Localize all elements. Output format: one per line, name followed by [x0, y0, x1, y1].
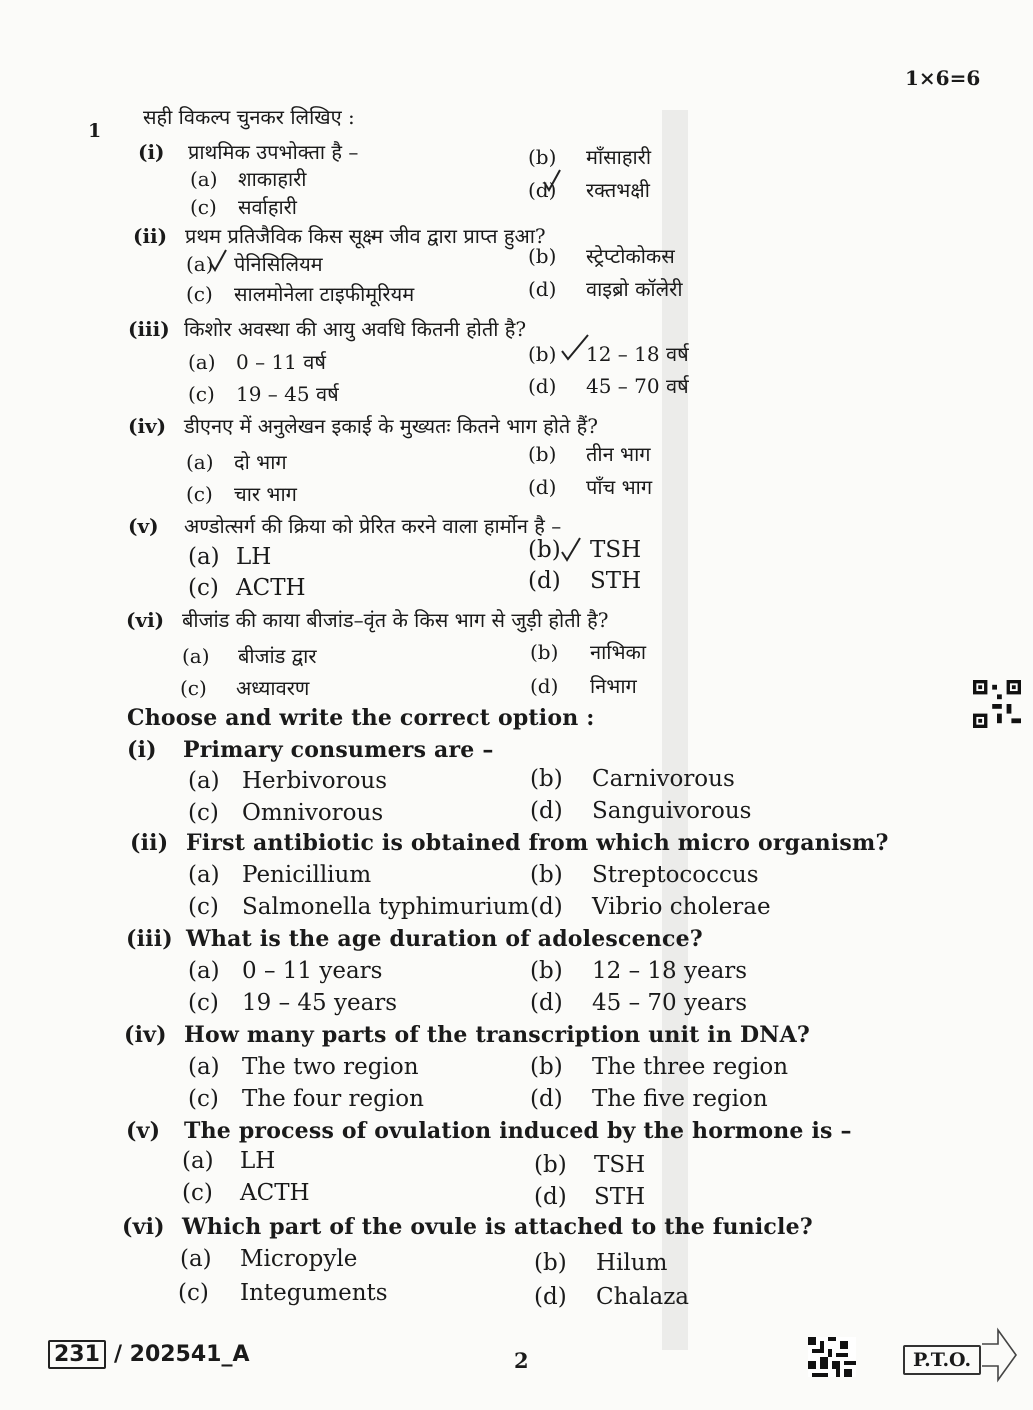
option-c: (c) अध्यावरण	[180, 676, 310, 700]
option-d: (d) The five region	[530, 1086, 768, 1112]
option-c: (c) Integuments	[178, 1280, 388, 1306]
option-b: (b) Streptococcus	[530, 862, 759, 888]
option-d: (d) निभाग	[530, 674, 637, 698]
english-question	[127, 737, 494, 763]
option-a: (a) 0 – 11 वर्ष	[188, 350, 326, 374]
hindi-question	[128, 512, 561, 539]
option-a: (a) LH	[182, 1148, 276, 1174]
footer-code	[48, 1340, 250, 1369]
question-text: The process of ovulation induced by the hormone is –	[184, 1118, 852, 1144]
english-question	[122, 1214, 813, 1240]
option-c: (c) 19 – 45 years	[188, 990, 398, 1016]
hindi-question	[128, 315, 526, 342]
option-b: (b) 12 – 18 वर्ष	[528, 342, 689, 366]
question-roman: (vi)	[126, 608, 165, 632]
hindi-question	[126, 606, 608, 633]
option-a: (a) पेनिसिलियम	[186, 252, 323, 276]
english-question	[124, 1022, 810, 1048]
option-c: (c) सालमोनेला टाइफीमूरियम	[186, 282, 415, 306]
option-b: (b) नाभिका	[530, 640, 647, 664]
option-a: (a) LH	[188, 544, 272, 570]
option-d: (d) रक्तभक्षी	[528, 178, 650, 202]
english-question	[126, 926, 703, 952]
question-roman: (ii)	[130, 830, 169, 856]
pto-label: P.T.O.	[903, 1345, 981, 1375]
question-roman: (v)	[128, 514, 159, 538]
option-c: (c) चार भाग	[186, 482, 297, 506]
option-d: (d) Vibrio cholerae	[530, 894, 771, 920]
option-c: (c) Salmonella typhimurium	[188, 894, 530, 920]
tick-mark-icon	[560, 536, 582, 564]
marks-allocation: 1×6=6	[905, 66, 981, 90]
question-text: अण्डोत्सर्ग की क्रिया को प्रेरित करने वाला हार्मोन है –	[184, 514, 562, 538]
question-text: How many parts of the transcription unit in DNA?	[184, 1022, 810, 1048]
english-instruction: Choose and write the correct option :	[127, 705, 595, 731]
question-text: किशोर अवस्था की आयु अवधि कितनी होती है?	[184, 317, 527, 341]
option-b: (b) Hilum	[534, 1250, 668, 1276]
hindi-question	[138, 138, 358, 165]
option-a: (a) Herbivorous	[188, 768, 388, 794]
question-text: First antibiotic is obtained from which micro organism?	[186, 830, 889, 856]
option-c: (c) 19 – 45 वर्ष	[188, 382, 339, 406]
option-b: (b) 12 – 18 years	[530, 958, 748, 984]
option-d: (d) 45 – 70 years	[530, 990, 748, 1016]
option-a: (a) Micropyle	[180, 1246, 358, 1272]
hindi-question	[133, 222, 546, 249]
question-roman: (iv)	[124, 1022, 167, 1048]
english-question	[126, 1118, 852, 1144]
question-text: प्रथम प्रतिजैविक किस सूक्ष्म जीव द्वारा प्राप्त हुआ?	[185, 224, 546, 248]
option-c: (c) The four region	[188, 1086, 424, 1112]
question-text: Primary consumers are –	[183, 737, 494, 763]
option-b: (b) स्ट्रेप्टोकोकस	[528, 244, 675, 268]
option-b: (b) The three region	[530, 1054, 789, 1080]
question-text: What is the age duration of adolescence?	[186, 926, 703, 952]
question-roman: (vi)	[122, 1214, 165, 1240]
question-text: प्राथमिक उपभोक्ता है –	[188, 140, 359, 164]
option-a: (a) Penicillium	[188, 862, 372, 888]
question-roman: (iv)	[128, 414, 167, 438]
paper-code: / 202541_A	[113, 1342, 250, 1367]
question-roman: (iii)	[126, 926, 173, 952]
option-b: (b) Carnivorous	[530, 766, 735, 792]
question-text: Which part of the ovule is attached to the funicle?	[182, 1214, 813, 1240]
hindi-question	[128, 412, 598, 439]
option-d: (d) पाँच भाग	[528, 475, 653, 499]
option-a: (a) 0 – 11 years	[188, 958, 383, 984]
question-roman: (i)	[127, 737, 157, 763]
option-d: (d) 45 – 70 वर्ष	[528, 374, 689, 398]
question-roman: (v)	[126, 1118, 161, 1144]
question-number: 1	[88, 120, 102, 142]
paper-set-code: 231	[48, 1340, 106, 1369]
option-d: (d) Sanguivorous	[530, 798, 752, 824]
option-d: (d) STH	[528, 568, 642, 594]
pto-arrow-icon	[978, 1326, 1018, 1384]
option-c: (c) ACTH	[188, 575, 306, 601]
option-d: (d) वाइब्रो कॉलेरी	[528, 277, 683, 301]
option-a: (a) The two region	[188, 1054, 419, 1080]
option-a: (a) शाकाहारी	[190, 167, 307, 191]
hindi-instruction: सही विकल्प चुनकर लिखिए :	[143, 105, 355, 129]
option-c: (c) सर्वाहारी	[190, 195, 297, 219]
question-roman: (iii)	[128, 317, 170, 341]
english-question	[130, 830, 889, 856]
question-text: बीजांड की काया बीजांड–वृंत के किस भाग से जुड़ी होती है?	[182, 608, 609, 632]
option-c: (c) Omnivorous	[188, 800, 384, 826]
tick-mark-icon	[560, 333, 590, 363]
page-number: 2	[514, 1348, 529, 1373]
option-d: (d) Chalaza	[534, 1284, 690, 1310]
question-roman: (ii)	[133, 224, 168, 248]
tick-mark-icon	[542, 168, 562, 194]
option-a: (a) बीजांड द्वार	[182, 644, 317, 668]
question-text: डीएनए में अनुलेखन इकाई के मुख्यतः कितने भाग होते हैं?	[184, 414, 598, 438]
footer-barcode-icon	[808, 1336, 856, 1378]
option-b: (b) माँसाहारी	[528, 145, 651, 169]
option-a: (a) दो भाग	[186, 450, 287, 474]
option-b: (b) TSH	[534, 1152, 646, 1178]
option-d: (d) STH	[534, 1184, 646, 1210]
side-qr-code-icon	[972, 680, 1022, 728]
tick-mark-icon	[208, 248, 228, 274]
option-c: (c) ACTH	[182, 1180, 310, 1206]
question-roman: (i)	[138, 140, 165, 164]
option-b: (b) TSH	[528, 537, 642, 563]
option-b: (b) तीन भाग	[528, 442, 651, 466]
